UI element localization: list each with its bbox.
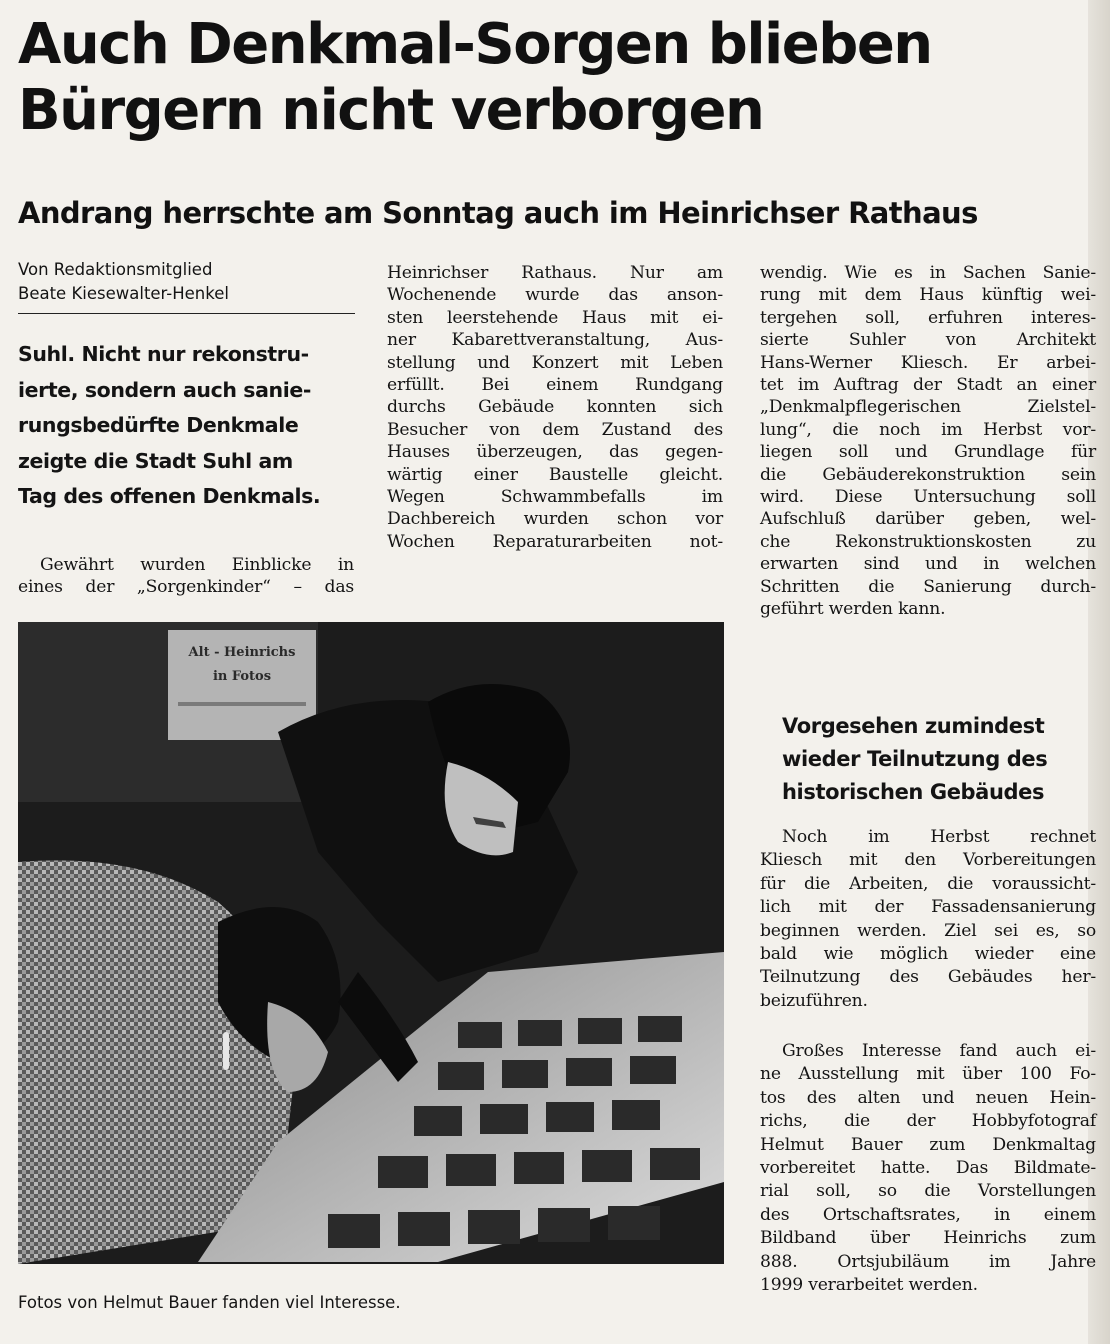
body-line: lich mit der Fassadensanierung	[760, 897, 1096, 918]
body-line: Hauses überzeugen, das gegen-	[387, 442, 723, 463]
body-line: Wegen Schwammbefalls im	[387, 487, 723, 508]
body-line: tergehen soll, erfuhren interes-	[760, 307, 1096, 328]
body-column-2	[387, 262, 723, 553]
body-line: Wochenende wurde das anson-	[387, 285, 723, 306]
news-photo	[18, 622, 724, 1264]
wall-sign-text: in Fotos	[212, 669, 272, 684]
body-line: Heinrichser Rathaus. Nur am	[387, 263, 723, 283]
headline	[18, 12, 1078, 144]
body-column-3	[760, 262, 1096, 621]
body-line: ne Ausstellung mit über 100 Fo-	[760, 1064, 1096, 1085]
body-line: des Ortschaftsrates, in einem	[760, 1204, 1096, 1225]
body-line: erwarten sind und in welchen	[760, 554, 1096, 575]
byline-rule	[18, 313, 355, 314]
body-line: rial soll, so die Vorstellungen	[760, 1181, 1096, 1202]
byline-line: Beate Kiesewalter-Henkel	[18, 284, 229, 303]
body-line: „Denkmalpflegerischen Zielstel-	[760, 397, 1096, 418]
body-line: Hans-Werner Kliesch. Er arbei-	[760, 352, 1096, 373]
body-line: rung mit dem Haus künftig wei-	[760, 285, 1096, 306]
lead-line: zeigte die Stadt Suhl am	[18, 448, 293, 473]
byline	[18, 258, 354, 306]
body-column-3-paragraph-3	[760, 1040, 1096, 1297]
body-line: beizuführen.	[760, 990, 868, 1011]
body-line: Teilnutzung des Gebäudes her-	[760, 967, 1096, 988]
body-line: sierte Suhler von Architekt	[760, 330, 1096, 351]
body-line: Gewährt wurden Einblicke in	[40, 555, 354, 575]
body-line: ner Kabarettveranstaltung, Aus-	[387, 330, 723, 351]
body-line: geführt werden kann.	[760, 599, 946, 620]
body-line: beginnen werden. Ziel sei es, so	[760, 920, 1096, 941]
body-line: sten leerstehende Haus mit ei-	[387, 307, 723, 328]
body-line: Helmut Bauer zum Denkmaltag	[760, 1134, 1096, 1155]
crosshead-line: wieder Teilnutzung des	[782, 747, 1048, 771]
headline-line: Bürgern nicht verborgen	[18, 78, 764, 143]
body-line: Noch im Herbst rechnet	[782, 827, 1096, 847]
crosshead	[782, 710, 1092, 809]
lead-line: rungsbedürfte Denkmale	[18, 413, 299, 437]
headline-line: Auch Denkmal-Sorgen blieben	[18, 12, 932, 77]
body-line: eines der „Sorgenkinder“ – das	[18, 577, 354, 598]
body-line: richs, die der Hobbyfotograf	[760, 1111, 1096, 1132]
body-line: wendig. Wie es in Sachen Sanie-	[760, 263, 1096, 283]
body-line: Besucher von dem Zustand des	[387, 419, 723, 440]
body-line: 1999 verarbeitet werden.	[760, 1275, 978, 1296]
body-line: 888. Ortsjubiläum im Jahre	[760, 1251, 1096, 1272]
body-line: für die Arbeiten, die voraussicht-	[760, 873, 1096, 894]
body-line: durchs Gebäude konnten sich	[387, 397, 723, 418]
photo-caption: Fotos von Helmut Bauer fanden viel Interesse.	[18, 1293, 401, 1312]
body-line: Wochen Reparaturarbeiten not-	[387, 531, 723, 552]
body-line: bald wie möglich wieder eine	[760, 944, 1096, 965]
body-line: Aufschluß darüber geben, wel-	[760, 509, 1096, 530]
body-line: die Gebäuderekonstruktion sein	[760, 464, 1096, 485]
lead-paragraph	[18, 337, 354, 515]
wall-sign-text: Alt - Heinrichs	[188, 645, 296, 660]
body-column-1	[18, 554, 354, 599]
body-line: wird. Diese Untersuchung soll	[760, 487, 1096, 508]
photo-illustration	[18, 622, 724, 1264]
crosshead-line: historischen Gebäudes	[782, 780, 1045, 804]
body-line: Kliesch mit den Vorbereitungen	[760, 850, 1096, 871]
body-line: liegen soll und Grundlage für	[760, 442, 1096, 463]
body-line: Schritten die Sanierung durch-	[760, 576, 1096, 597]
body-line: Bildband über Heinrichs zum	[760, 1228, 1096, 1249]
subheadline: Andrang herrschte am Sonntag auch im Heinrichser Rathaus	[18, 196, 978, 230]
body-line: wärtig einer Baustelle gleicht.	[387, 464, 723, 485]
crosshead-line: Vorgesehen zumindest	[782, 714, 1045, 738]
body-line: vorbereitet hatte. Das Bildmate-	[760, 1158, 1096, 1179]
body-line: Großes Interesse fand auch ei-	[782, 1041, 1096, 1061]
body-line: lung“, die noch im Herbst vor-	[760, 419, 1096, 440]
byline-line: Von Redaktionsmitglied	[18, 260, 213, 279]
earring	[223, 1032, 229, 1070]
body-line: tos des alten und neuen Hein-	[760, 1087, 1096, 1108]
lead-line: ierte, sondern auch sanie-	[18, 377, 311, 402]
body-line: erfüllt. Bei einem Rundgang	[387, 375, 723, 396]
body-column-3-paragraph-2	[760, 826, 1096, 1013]
body-line: stellung und Konzert mit Leben	[387, 352, 723, 373]
lead-line: Tag des offenen Denkmals.	[18, 484, 321, 508]
lead-line: Suhl. Nicht nur rekonstru-	[18, 342, 309, 366]
body-line: tet im Auftrag der Stadt an einer	[760, 375, 1096, 396]
body-line: Dachbereich wurden schon vor	[387, 509, 723, 530]
body-line: che Rekonstruktionskosten zu	[760, 531, 1096, 552]
